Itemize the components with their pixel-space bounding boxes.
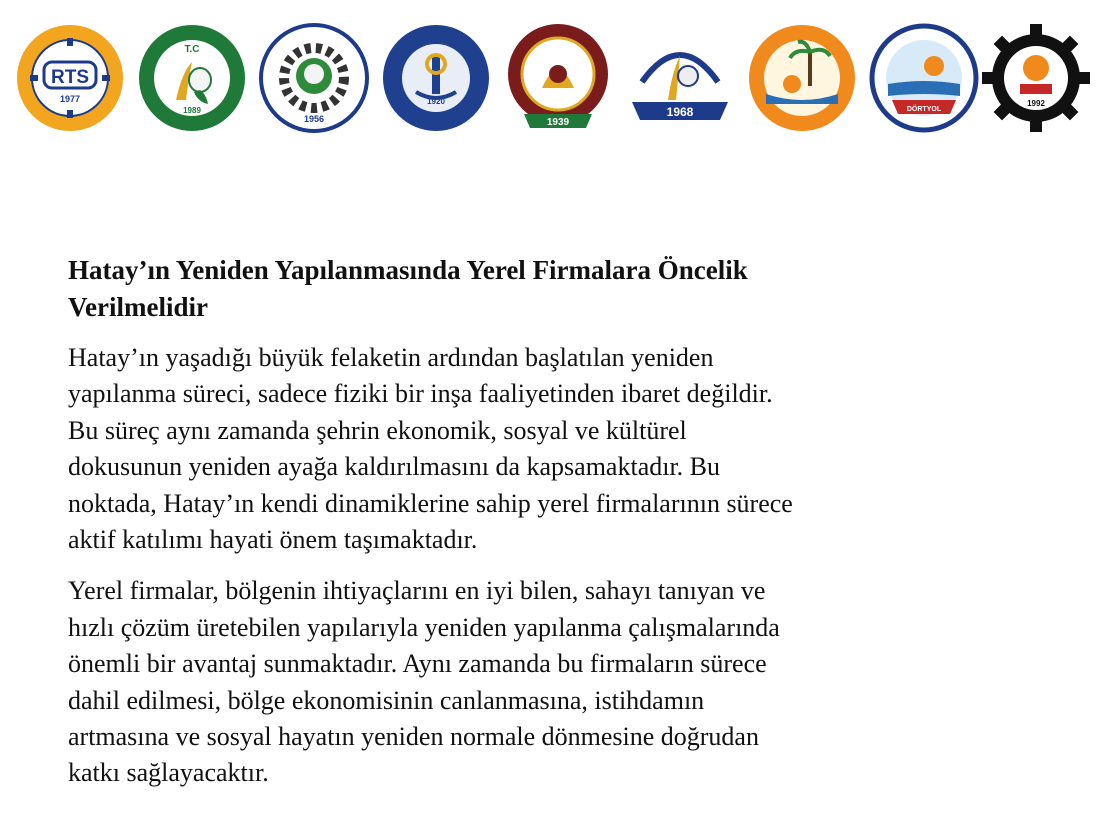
hatay-tso-logo — [502, 22, 614, 134]
document-title — [68, 252, 1028, 326]
iskenderun-year: 1920 — [427, 97, 445, 106]
rts-year: 1977 — [59, 94, 81, 104]
document-body — [68, 252, 1028, 807]
title-line: Verilmelidir — [68, 292, 208, 322]
erzin-year: 1992 — [1027, 99, 1045, 108]
hatay-borsa-year: 1968 — [666, 105, 694, 119]
paragraph-line: yapılanma süreci, sadece fiziki bir inşa faaliyetinden ibaret değildir. — [68, 379, 773, 409]
dortyol-tso-logo — [868, 22, 980, 134]
hatay-tso-year: 1939 — [546, 117, 570, 128]
logo-row — [14, 22, 1094, 134]
hatay-borsa-logo — [624, 22, 736, 134]
erzin-tso-logo — [980, 22, 1092, 134]
tc-label: T.C — [184, 44, 200, 55]
paragraph-line: hızlı çözüm üretebilen yapılarıyla yeniden yapılanma çalışmalarında — [68, 612, 780, 642]
paragraph-1 — [68, 340, 1028, 558]
paragraph-line: önemli bir avantaj sunmaktadır. Aynı zamanda bu firmaların sürece — [68, 649, 767, 679]
paragraph-2 — [68, 573, 1028, 791]
paragraph-line: Yerel firmalar, bölgenin ihtiyaçlarını en iyi bilen, sahayı tanıyan ve — [68, 576, 766, 606]
iskenderun-tso-logo — [380, 22, 492, 134]
title-line: Hatay’ın Yeniden Yapılanmasında Yerel Firmalara Öncelik — [68, 255, 748, 285]
kirikhan-year: 1956 — [303, 114, 325, 124]
paragraph-line: Bu süreç aynı zamanda şehrin ekonomik, sosyal ve kültürel — [68, 415, 687, 445]
kirikhan-tso-logo — [258, 22, 370, 134]
paragraph-line: artmasına ve sosyal hayatın yeniden normale dönmesine doğrudan — [68, 722, 759, 752]
paragraph-line: dahil edilmesi, bölge ekonomisinin canlanmasına, istihdamın — [68, 685, 705, 715]
iskenderun-borsa-logo — [746, 22, 858, 134]
dortyol-label: DÖRTYOL — [906, 106, 942, 113]
reyhanli-borsa-logo — [136, 22, 248, 134]
rts-monogram: RTS — [51, 67, 89, 88]
paragraph-line: dokusunun yeniden ayağa kaldırılmasını da kapsamaktadır. Bu — [68, 452, 721, 482]
paragraph-line: aktif katılımı hayati önem taşımaktadır. — [68, 525, 478, 555]
reyhanli-tso-logo — [14, 22, 126, 134]
paragraph-line: noktada, Hatay’ın kendi dinamiklerine sahip yerel firmalarının sürece — [68, 488, 793, 518]
paragraph-line: Hatay’ın yaşadığı büyük felaketin ardından başlatılan yeniden — [68, 343, 714, 372]
paragraph-line: katkı sağlayacaktır. — [68, 758, 269, 788]
borsa-year: 1989 — [183, 106, 201, 115]
